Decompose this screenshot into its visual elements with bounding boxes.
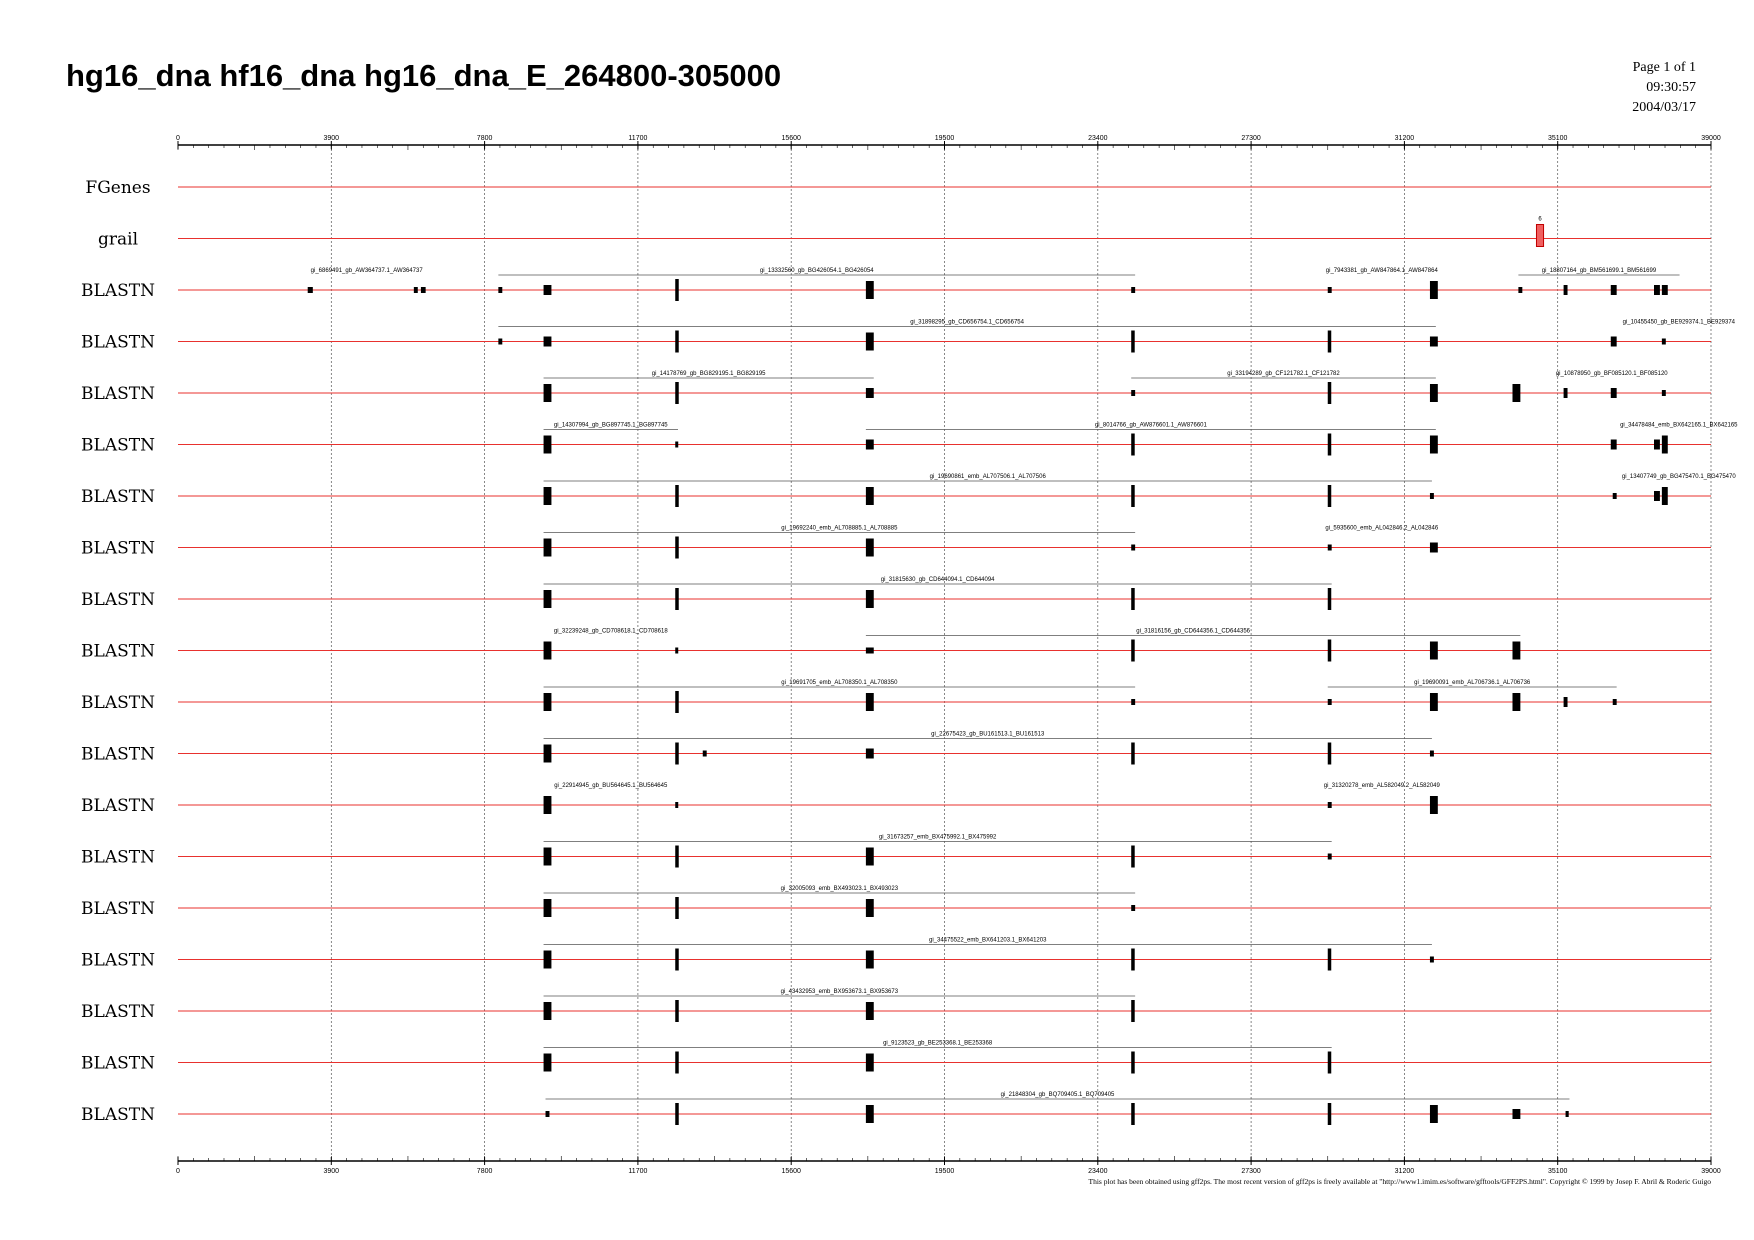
exon-block: [866, 693, 874, 711]
exon-block: [675, 1052, 679, 1074]
exon-block: [1518, 287, 1522, 293]
track-label: FGenes: [85, 178, 151, 198]
exon-block: [1654, 440, 1660, 450]
axis-tick-label: 27300: [1241, 135, 1261, 142]
hit-label: gi_19690861_emb_AL707506.1_AL707506: [929, 474, 1046, 480]
hit-label: gi_22675423_gb_BU161513.1_BU161513: [931, 731, 1045, 738]
hit-label: gi_34478484_emb_BX642165.1_BX642165: [1620, 422, 1738, 429]
track-label: BLASTN: [81, 590, 155, 610]
exon-block: [1512, 1109, 1520, 1119]
track-label: BLASTN: [81, 435, 155, 456]
exon-block: [1328, 588, 1332, 610]
hit-label: gi_19692240_emb_AL708885.1_AL708885: [781, 525, 898, 532]
exon-block: [1328, 743, 1332, 765]
exon-block: [1430, 384, 1438, 402]
exon-block: [866, 749, 874, 759]
exon-block: [675, 802, 678, 808]
exon-block: [1611, 337, 1617, 347]
exon-block: [866, 648, 874, 654]
hit-label: gi_18807164_gb_BM561699.1_BM561699: [1541, 268, 1657, 274]
track-label: BLASTN: [81, 538, 155, 559]
track-label: BLASTN: [81, 796, 155, 816]
exon-block: [1611, 388, 1617, 398]
track-label: BLASTN: [81, 1105, 155, 1125]
grail-feature: [1536, 225, 1543, 247]
exon-block: [866, 487, 874, 505]
axis-tick-label: 27300: [1241, 1168, 1261, 1175]
exon-block: [1328, 382, 1332, 404]
hit-label: gi_21848304_gb_BQ709405.1_BQ709405: [1000, 1092, 1115, 1098]
exon-block: [866, 1002, 874, 1020]
exon-block: [675, 442, 678, 448]
axis-tick-label: 0: [176, 135, 180, 142]
exon-block: [544, 539, 552, 557]
track-label: BLASTN: [81, 847, 155, 868]
exon-block: [675, 279, 679, 301]
exon-block: [675, 897, 679, 919]
exon-block: [866, 590, 874, 608]
exon-block: [1430, 337, 1438, 347]
exon-block: [1131, 699, 1135, 705]
track-label: BLASTN: [81, 487, 155, 507]
hit-label: gi_22914945_gb_BU564645.1_BU564645: [554, 783, 668, 789]
hit-label: gi_32005093_emb_BX493023.1_BX493023: [780, 886, 899, 892]
exon-block: [1611, 285, 1617, 295]
axis-tick-label: 35100: [1547, 135, 1568, 142]
exon-block: [866, 388, 874, 398]
exon-block: [1512, 693, 1520, 711]
exon-block: [1131, 846, 1135, 868]
exon-block: [1131, 949, 1135, 971]
exon-block: [1430, 543, 1438, 553]
exon-block: [1654, 491, 1660, 501]
exon-block: [1662, 339, 1666, 345]
exon-block: [866, 848, 874, 866]
track-label: BLASTN: [81, 384, 155, 404]
print-time: 09:30:57: [1646, 80, 1696, 95]
hit-label: gi_33194289_gb_CF121782.1_CF121782: [1227, 371, 1340, 377]
exon-block: [1131, 1000, 1135, 1022]
hit-label: gi_10878950_gb_BF085120.1_BF085120: [1555, 371, 1668, 377]
hit-label: gi_34475522_emb_BX641203.1_BX641203: [929, 937, 1047, 944]
exon-block: [1430, 796, 1438, 814]
hit-label: gi_14178769_gb_BG829195.1_BG829195: [651, 371, 766, 377]
track-label: BLASTN: [81, 899, 155, 919]
exon-block: [1430, 642, 1438, 660]
axis-tick-label: 31200: [1394, 135, 1415, 142]
exon-block: [544, 642, 552, 660]
exon-block: [308, 287, 313, 293]
exon-block: [1131, 640, 1135, 662]
hit-label: gi_43432953_emb_BX953673.1_BX953673: [780, 989, 899, 995]
exon-block: [866, 951, 874, 969]
axis-tick-label: 11700: [628, 135, 648, 142]
exon-block: [1654, 285, 1660, 295]
hit-label: gi_32239248_gb_CD708618.1_CD708618: [553, 628, 668, 635]
exon-block: [544, 796, 552, 814]
exon-block: [1131, 287, 1135, 293]
footer-note: This plot has been obtained using gff2ps. The most recent version of gff2ps is freely available at "http://www1.imim.es/software/gfftools/GFF2PS.html". Copyright © 1999 by Josep F. Abril & Roderic Guigo: [1088, 1177, 1711, 1186]
hit-label: gi_19691705_emb_AL708350.1_AL708350: [781, 680, 898, 686]
exon-block: [1328, 949, 1332, 971]
axis-tick-label: 31200: [1394, 1168, 1415, 1175]
exon-block: [498, 339, 502, 345]
exon-block: [703, 751, 707, 757]
exon-block: [675, 485, 679, 507]
exon-block: [1430, 436, 1438, 454]
exon-block: [1131, 390, 1135, 396]
exon-block: [1613, 493, 1617, 499]
hit-label: gi_13332560_gb_BG426054.1_BG426054: [759, 268, 874, 274]
exon-block: [544, 899, 552, 917]
track-label: grail: [97, 229, 139, 250]
exon-block: [1512, 642, 1520, 660]
grail-score-label: 6: [1538, 216, 1542, 223]
exon-block: [675, 648, 678, 654]
exon-block: [544, 337, 552, 347]
exon-block: [675, 691, 679, 713]
hit-label: gi_6869491_gb_AW364737.1_AW364737: [310, 268, 423, 274]
exon-block: [1566, 1111, 1569, 1117]
exon-block: [1328, 1052, 1332, 1074]
hit-label: gi_13407749_gb_BG475470.1_BG475470: [1621, 474, 1736, 480]
exon-block: [544, 951, 552, 969]
exon-block: [866, 1054, 874, 1072]
exon-block: [1662, 285, 1668, 295]
axis-tick-label: 11700: [628, 1168, 648, 1175]
hit-label: gi_8014766_gb_AW876601.1_AW876601: [1094, 422, 1207, 429]
exon-block: [1430, 693, 1438, 711]
exon-block: [544, 384, 552, 402]
exon-block: [1564, 285, 1568, 295]
exon-block: [546, 1111, 550, 1117]
exon-block: [675, 846, 679, 868]
exon-block: [1564, 388, 1568, 398]
exon-block: [1328, 545, 1332, 551]
exon-block: [1328, 699, 1332, 705]
exon-block: [1131, 434, 1135, 456]
exon-block: [1512, 384, 1520, 402]
hit-label: gi_31898295_gb_CD656754.1_CD656754: [910, 319, 1024, 326]
exon-block: [1328, 802, 1332, 808]
exon-block: [866, 1105, 874, 1123]
exon-block: [1131, 485, 1135, 507]
exon-block: [675, 588, 679, 610]
exon-block: [1328, 1103, 1332, 1125]
exon-block: [675, 537, 679, 559]
exon-block: [544, 436, 552, 454]
exon-block: [1131, 588, 1135, 610]
hit-label: gi_9123523_gb_BE253368.1_BE253368: [883, 1040, 993, 1047]
hit-label: gi_14307994_gb_BG897745.1_BG897745: [553, 422, 668, 429]
hit-label: gi_7943381_gb_AW847864.1_AW847864: [1325, 268, 1438, 274]
axis-tick-label: 23400: [1088, 135, 1108, 142]
axis-tick-label: 15600: [781, 135, 801, 142]
exon-block: [421, 287, 426, 293]
axis-tick-label: 3900: [323, 135, 340, 142]
exon-block: [1430, 281, 1438, 299]
hit-label: gi_31673257_emb_BX475992.1_BX475992: [878, 834, 997, 841]
exon-block: [866, 539, 874, 557]
exon-block: [1328, 640, 1332, 662]
track-label: BLASTN: [81, 281, 155, 301]
axis-tick-label: 7800: [476, 1168, 493, 1175]
axis-tick-label: 15600: [781, 1168, 801, 1175]
print-date: 2004/03/17: [1632, 100, 1696, 115]
exon-block: [866, 281, 874, 299]
page-title: hg16_dna hf16_dna hg16_dna_E_264800-305000: [66, 58, 782, 93]
exon-block: [1430, 751, 1434, 757]
hit-label: gi_31816156_gb_CD644356.1_CD644356: [1136, 628, 1251, 635]
axis-tick-label: 19500: [934, 135, 955, 142]
exon-block: [675, 1000, 679, 1022]
axis-tick-label: 19500: [934, 1168, 955, 1175]
exon-block: [866, 440, 874, 450]
axis-tick-label: 3900: [323, 1168, 340, 1175]
exon-block: [675, 382, 679, 404]
axis-tick-label: 7800: [476, 135, 493, 142]
exon-block: [866, 333, 874, 351]
exon-block: [675, 331, 679, 353]
exon-block: [544, 285, 552, 295]
exon-block: [1328, 854, 1332, 860]
exon-block: [866, 899, 874, 917]
track-label: BLASTN: [81, 1002, 155, 1022]
axis-tick-label: 35100: [1547, 1168, 1568, 1175]
track-label: BLASTN: [81, 693, 155, 713]
hit-label: gi_10455450_gb_BE929374.1_BE929374: [1622, 319, 1736, 326]
axis-tick-label: 0: [176, 1168, 180, 1175]
exon-block: [544, 1002, 552, 1020]
exon-block: [544, 848, 552, 866]
track-label: BLASTN: [81, 950, 155, 971]
exon-block: [1611, 440, 1617, 450]
exon-block: [544, 590, 552, 608]
exon-block: [1564, 697, 1568, 707]
exon-block: [498, 287, 502, 293]
exon-block: [1328, 331, 1332, 353]
exon-block: [1613, 699, 1617, 705]
axis-tick-label: 39000: [1701, 135, 1721, 142]
track-label: BLASTN: [81, 332, 155, 353]
exon-block: [1328, 485, 1332, 507]
exon-block: [1328, 287, 1332, 293]
exon-block: [1430, 493, 1434, 499]
exon-block: [675, 949, 679, 971]
page-number: Page 1 of 1: [1632, 60, 1696, 75]
exon-block: [544, 745, 552, 763]
axis-tick-label: 23400: [1088, 1168, 1108, 1175]
track-label: BLASTN: [81, 1053, 155, 1074]
exon-block: [1662, 487, 1668, 505]
exon-block: [414, 287, 418, 293]
axis-tick-label: 39000: [1701, 1168, 1721, 1175]
hit-label: gi_31320278_emb_AL582049.2_AL582049: [1323, 783, 1440, 789]
exon-block: [1131, 905, 1135, 911]
exon-block: [544, 1054, 552, 1072]
exon-block: [544, 693, 552, 711]
exon-block: [1328, 434, 1332, 456]
track-label: BLASTN: [81, 744, 155, 765]
exon-block: [1662, 390, 1666, 396]
exon-block: [1430, 957, 1434, 963]
hit-label: gi_31815630_gb_CD644094.1_CD644094: [880, 577, 995, 583]
exon-block: [544, 487, 552, 505]
exon-block: [1131, 331, 1135, 353]
exon-block: [675, 743, 679, 765]
exon-block: [1131, 1052, 1135, 1074]
exon-block: [1131, 1103, 1135, 1125]
track-label: BLASTN: [81, 641, 155, 662]
hit-label: gi_19690091_emb_AL706736.1_AL706736: [1414, 680, 1531, 686]
hit-label: gi_5935600_emb_AL042846.2_AL042846: [1325, 525, 1439, 532]
exon-block: [1131, 545, 1135, 551]
exon-block: [675, 1103, 679, 1125]
exon-block: [1662, 436, 1668, 454]
exon-block: [1131, 743, 1135, 765]
exon-block: [1430, 1105, 1438, 1123]
